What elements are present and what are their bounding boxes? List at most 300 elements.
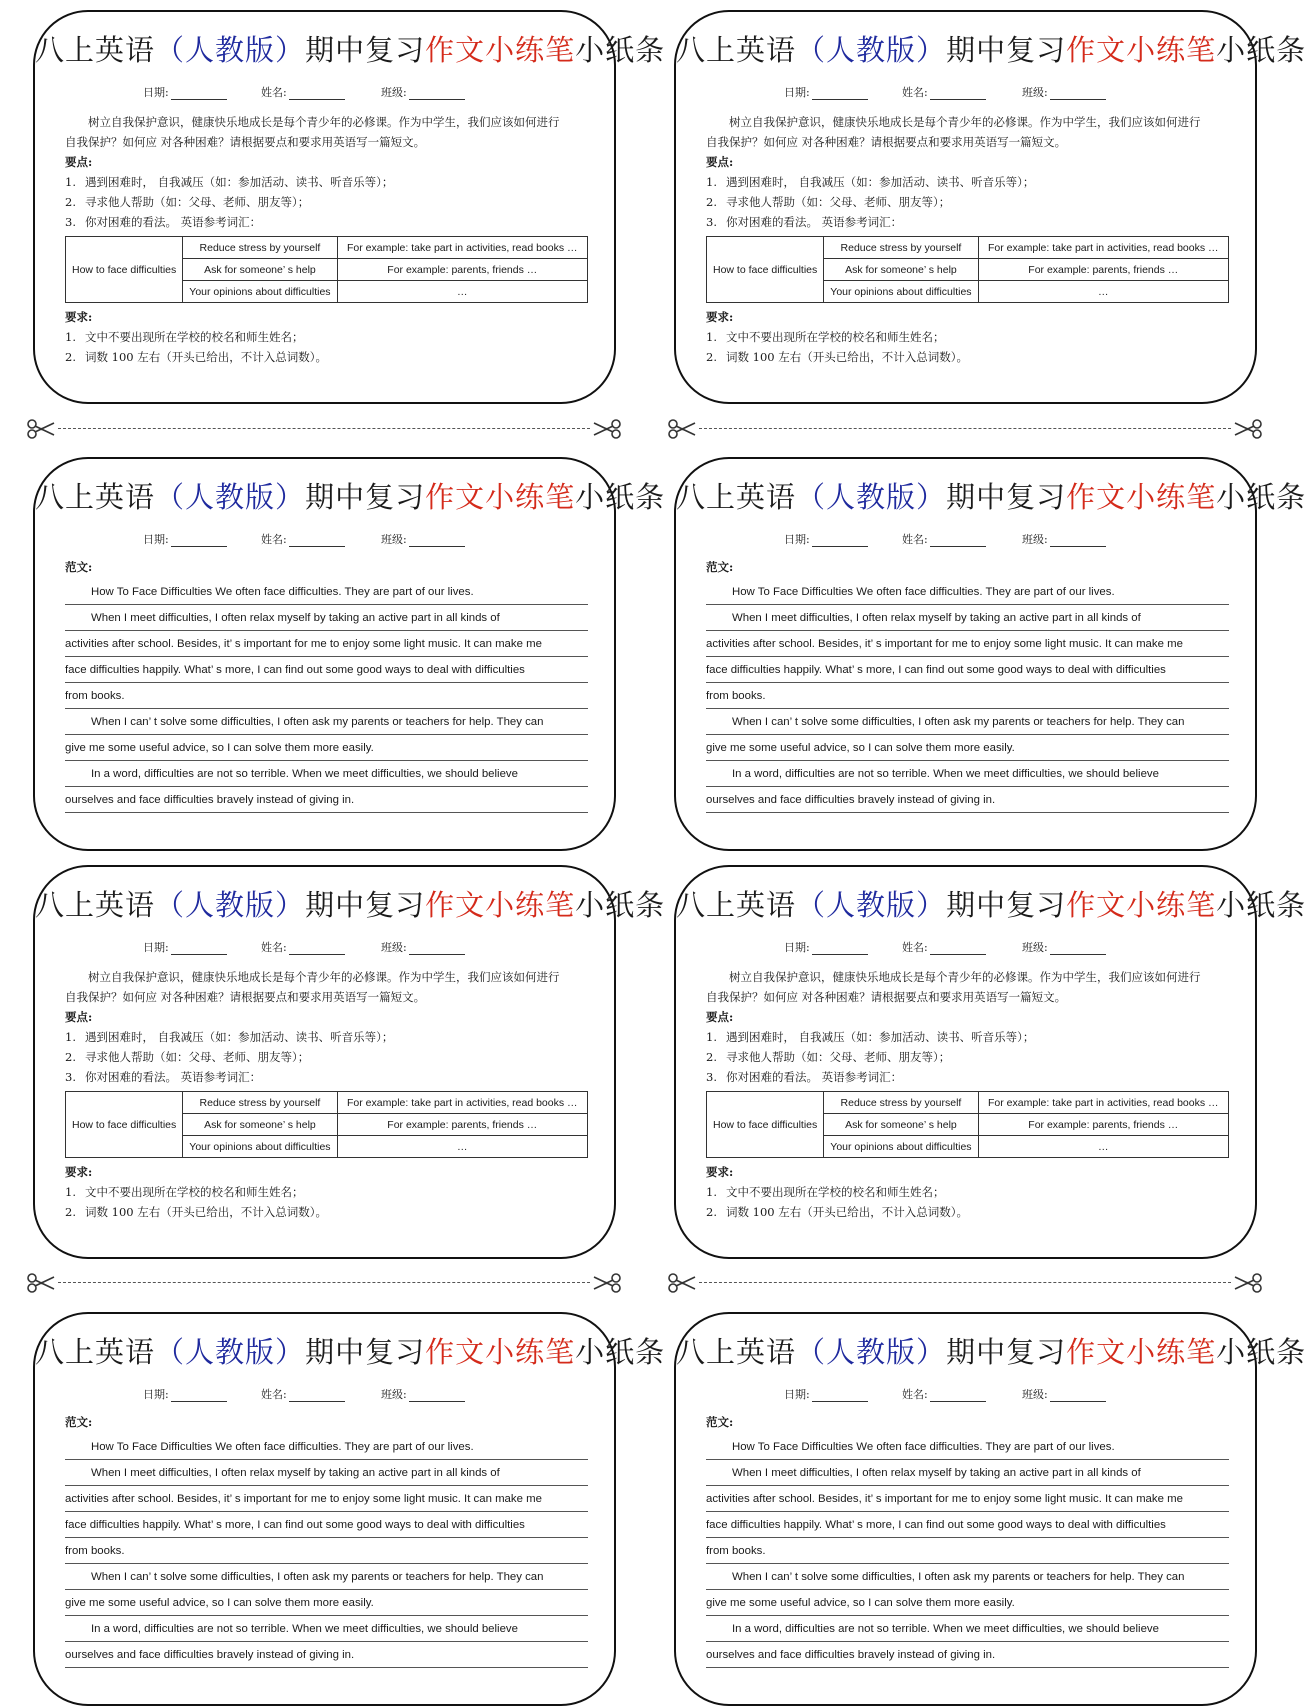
point-text: 你对困难的看法。 英语参考词汇： xyxy=(85,215,262,229)
point-text: 遇到困难时， 自我减压（如：参加活动、读书、听音乐等）； xyxy=(85,1030,394,1044)
title-part1: 八上英语 xyxy=(676,480,797,514)
title-part2: 期中复习 xyxy=(305,1335,426,1369)
cut-line-dash xyxy=(699,1282,1231,1283)
card-title xyxy=(676,887,1306,923)
class-label: 班级: xyxy=(381,1388,407,1401)
card-title xyxy=(676,32,1306,68)
date-label: 日期: xyxy=(784,86,810,99)
table-example-cell: For example: parents, friends … xyxy=(337,259,587,281)
title-part2: 期中复习 xyxy=(305,33,426,67)
info-row xyxy=(676,939,1255,959)
name-label: 姓名: xyxy=(261,941,287,954)
essay-line: In a word, difficulties are not so terrible. When we meet difficulties, we should believe xyxy=(65,763,588,787)
table-topic-cell: How to face difficulties xyxy=(66,1092,183,1158)
table-item-cell: Your opinions about difficulties xyxy=(183,281,337,303)
scissors-icon xyxy=(592,1272,622,1294)
title-part2: 期中复习 xyxy=(946,33,1067,67)
prompt-intro-line2: 自我保护？如何应 对各种困难？请根据要点和要求用英语写一篇短文。 xyxy=(65,990,426,1004)
table-example-cell: For example: parents, friends … xyxy=(978,1114,1228,1136)
requirement-text: 文中不要出现所在学校的校名和师生姓名； xyxy=(726,330,945,344)
point-item xyxy=(706,1027,1229,1047)
essay-line: When I can’ t solve some difficulties, I often ask my parents or teachers for help. They can xyxy=(65,1566,588,1590)
requirement-text: 文中不要出现所在学校的校名和师生姓名； xyxy=(85,330,304,344)
date-field xyxy=(784,84,868,100)
table-item-cell: Your opinions about difficulties xyxy=(824,1136,978,1158)
table-example-cell: For example: take part in activities, read books … xyxy=(337,1092,587,1114)
essay-line: activities after school. Besides, it’ s important for me to enjoy some light music. It can make me xyxy=(65,1488,588,1512)
scissors-icon xyxy=(26,418,56,440)
essay-line: give me some useful advice, so I can solve them more easily. xyxy=(65,737,588,761)
title-part3: 小纸条 xyxy=(575,1335,666,1369)
info-row xyxy=(35,939,614,959)
name-label: 姓名: xyxy=(261,533,287,546)
point-text: 遇到困难时， 自我减压（如：参加活动、读书、听音乐等）； xyxy=(85,175,394,189)
essay-line: How To Face Difficulties We often face difficulties. They are part of our lives. xyxy=(65,581,588,605)
requirement-text: 词数 100 左右（开头已给出，不计入总词数）。 xyxy=(85,350,328,364)
point-num: 1. xyxy=(706,175,717,189)
points-label: 要点: xyxy=(65,155,93,169)
vocabulary-table xyxy=(706,236,1229,303)
title-part1: 八上英语 xyxy=(676,33,797,67)
date-blank[interactable] xyxy=(812,1389,868,1402)
vocabulary-table xyxy=(65,236,588,303)
date-field xyxy=(143,939,227,955)
title-edition: 人教版 xyxy=(826,1335,917,1369)
date-blank[interactable] xyxy=(171,87,227,100)
requirement-text: 文中不要出现所在学校的校名和师生姓名； xyxy=(726,1185,945,1199)
card-title xyxy=(35,1334,666,1370)
point-item xyxy=(65,212,588,232)
title-edition: 人教版 xyxy=(185,888,276,922)
table-example-cell: … xyxy=(978,1136,1228,1158)
class-blank[interactable] xyxy=(409,87,465,100)
requirement-num: 1. xyxy=(65,1185,76,1199)
table-item-cell: Your opinions about difficulties xyxy=(183,1136,337,1158)
date-blank[interactable] xyxy=(812,534,868,547)
essay-line: face difficulties happily. What’ s more, I can find out some good ways to deal with difficulties xyxy=(706,1514,1229,1538)
class-field xyxy=(381,1386,465,1402)
requirement-num: 1. xyxy=(65,330,76,344)
table-topic-cell: How to face difficulties xyxy=(66,237,183,303)
point-text: 遇到困难时， 自我减压（如：参加活动、读书、听音乐等）； xyxy=(726,1030,1035,1044)
point-text: 寻求他人帮助（如：父母、老师、朋友等）； xyxy=(85,195,310,209)
info-row xyxy=(676,1386,1255,1406)
requirements-label: 要求: xyxy=(706,1165,734,1179)
title-paren-close: ） xyxy=(916,888,947,922)
class-label: 班级: xyxy=(381,86,407,99)
point-text: 你对困难的看法。 英语参考词汇： xyxy=(726,215,903,229)
title-paren-open: （ xyxy=(796,888,827,922)
title-paren-open: （ xyxy=(155,888,186,922)
card-title xyxy=(676,1334,1306,1370)
title-paren-open: （ xyxy=(796,1335,827,1369)
requirement-text: 词数 100 左右（开头已给出，不计入总词数）。 xyxy=(726,350,969,364)
info-row xyxy=(35,531,614,551)
essay-line: give me some useful advice, so I can solve them more easily. xyxy=(706,1592,1229,1616)
date-blank[interactable] xyxy=(812,942,868,955)
title-edition: 人教版 xyxy=(826,33,917,67)
title-paren-close: ） xyxy=(916,480,947,514)
name-blank[interactable] xyxy=(289,1389,345,1402)
name-field xyxy=(902,84,986,100)
class-label: 班级: xyxy=(381,533,407,546)
class-blank[interactable] xyxy=(1050,87,1106,100)
title-paren-open: （ xyxy=(155,33,186,67)
class-field xyxy=(1022,939,1106,955)
essay-line: When I meet difficulties, I often relax myself by taking an active part in all kinds of xyxy=(65,1462,588,1486)
title-red: 作文小练笔 xyxy=(1066,480,1217,514)
name-label: 姓名: xyxy=(261,86,287,99)
date-field xyxy=(143,84,227,100)
vocabulary-table xyxy=(706,1091,1229,1158)
cut-line xyxy=(665,418,1265,440)
class-field xyxy=(381,531,465,547)
title-part3: 小纸条 xyxy=(1216,480,1306,514)
title-part1: 八上英语 xyxy=(35,480,156,514)
date-blank[interactable] xyxy=(171,942,227,955)
title-paren-close: ） xyxy=(275,33,306,67)
essay-line: from books. xyxy=(65,685,588,709)
requirement-item xyxy=(706,347,1229,367)
scissors-icon xyxy=(26,1272,56,1294)
point-item xyxy=(706,1047,1229,1067)
prompt-intro-line1: 树立自我保护意识，健康快乐地成长是每个青少年的必修课。作为中学生，我们应该如何进行 xyxy=(729,115,1201,129)
point-num: 1. xyxy=(65,175,76,189)
essay-label: 范文: xyxy=(65,1415,93,1429)
table-example-cell: … xyxy=(337,281,587,303)
requirement-num: 1. xyxy=(706,330,717,344)
class-label: 班级: xyxy=(1022,1388,1048,1401)
name-field xyxy=(261,84,345,100)
name-field xyxy=(902,531,986,547)
date-field xyxy=(784,1386,868,1402)
prompt-body xyxy=(65,967,588,1222)
date-label: 日期: xyxy=(784,533,810,546)
prompt-body xyxy=(65,112,588,367)
date-label: 日期: xyxy=(784,1388,810,1401)
name-blank[interactable] xyxy=(930,534,986,547)
point-item xyxy=(706,212,1229,232)
essay-line: from books. xyxy=(706,1540,1229,1564)
essay-line: In a word, difficulties are not so terrible. When we meet difficulties, we should believe xyxy=(706,763,1229,787)
title-red: 作文小练笔 xyxy=(1066,33,1217,67)
table-example-cell: … xyxy=(978,281,1228,303)
name-label: 姓名: xyxy=(902,941,928,954)
requirement-num: 2. xyxy=(706,1205,717,1219)
requirement-text: 文中不要出现所在学校的校名和师生姓名； xyxy=(85,1185,304,1199)
point-item xyxy=(706,172,1229,192)
points-label: 要点: xyxy=(706,155,734,169)
cut-line-dash xyxy=(58,1282,590,1283)
prompt-intro-line2: 自我保护？如何应 对各种困难？请根据要点和要求用英语写一篇短文。 xyxy=(706,135,1067,149)
table-item-cell: Reduce stress by yourself xyxy=(824,1092,978,1114)
essay-card-2 xyxy=(674,457,1306,851)
point-text: 寻求他人帮助（如：父母、老师、朋友等）； xyxy=(85,1050,310,1064)
info-row xyxy=(35,84,614,104)
title-paren-close: ） xyxy=(275,888,306,922)
point-num: 3. xyxy=(65,1070,76,1084)
cut-line-dash xyxy=(699,428,1231,429)
name-field xyxy=(902,939,986,955)
requirements-label: 要求: xyxy=(706,310,734,324)
name-label: 姓名: xyxy=(902,86,928,99)
card-title xyxy=(35,887,666,923)
cut-line xyxy=(24,1272,624,1294)
cut-line-dash xyxy=(58,428,590,429)
essay-label: 范文: xyxy=(706,1415,734,1429)
class-blank[interactable] xyxy=(409,942,465,955)
title-part2: 期中复习 xyxy=(305,480,426,514)
vocabulary-table xyxy=(65,1091,588,1158)
title-red: 作文小练笔 xyxy=(425,33,576,67)
title-edition: 人教版 xyxy=(185,33,276,67)
class-label: 班级: xyxy=(1022,533,1048,546)
table-example-cell: For example: parents, friends … xyxy=(337,1114,587,1136)
title-paren-open: （ xyxy=(796,480,827,514)
scissors-icon xyxy=(667,418,697,440)
name-blank[interactable] xyxy=(289,942,345,955)
prompt-card-4 xyxy=(674,865,1306,1259)
title-part1: 八上英语 xyxy=(35,33,156,67)
requirement-item xyxy=(65,347,588,367)
point-item xyxy=(65,1027,588,1047)
essay-line: give me some useful advice, so I can solve them more easily. xyxy=(65,1592,588,1616)
title-part3: 小纸条 xyxy=(1216,33,1306,67)
prompt-intro-line1: 树立自我保护意识，健康快乐地成长是每个青少年的必修课。作为中学生，我们应该如何进行 xyxy=(88,970,560,984)
title-paren-close: ） xyxy=(916,33,947,67)
name-field xyxy=(902,1386,986,1402)
point-num: 3. xyxy=(706,215,717,229)
point-text: 你对困难的看法。 英语参考词汇： xyxy=(85,1070,262,1084)
name-blank[interactable] xyxy=(289,87,345,100)
date-blank[interactable] xyxy=(171,534,227,547)
name-label: 姓名: xyxy=(902,533,928,546)
table-item-cell: Reduce stress by yourself xyxy=(183,237,337,259)
essay-body xyxy=(706,559,1229,815)
title-part3: 小纸条 xyxy=(575,33,666,67)
title-part1: 八上英语 xyxy=(35,1335,156,1369)
title-part2: 期中复习 xyxy=(946,480,1067,514)
date-label: 日期: xyxy=(143,1388,169,1401)
point-item xyxy=(65,172,588,192)
class-field xyxy=(1022,1386,1106,1402)
requirement-item xyxy=(65,1182,588,1202)
requirement-text: 词数 100 左右（开头已给出，不计入总词数）。 xyxy=(726,1205,969,1219)
title-part2: 期中复习 xyxy=(946,888,1067,922)
requirement-item xyxy=(65,1202,588,1222)
name-field xyxy=(261,1386,345,1402)
name-label: 姓名: xyxy=(902,1388,928,1401)
essay-line: How To Face Difficulties We often face difficulties. They are part of our lives. xyxy=(65,1436,588,1460)
date-label: 日期: xyxy=(143,533,169,546)
date-blank[interactable] xyxy=(812,87,868,100)
table-topic-cell: How to face difficulties xyxy=(707,1092,824,1158)
essay-line: In a word, difficulties are not so terrible. When we meet difficulties, we should believe xyxy=(65,1618,588,1642)
name-blank[interactable] xyxy=(930,942,986,955)
points-label: 要点: xyxy=(65,1010,93,1024)
title-paren-open: （ xyxy=(155,480,186,514)
cut-line xyxy=(24,418,624,440)
table-item-cell: Reduce stress by yourself xyxy=(824,237,978,259)
title-edition: 人教版 xyxy=(185,480,276,514)
essay-body xyxy=(706,1414,1229,1670)
essay-line: When I meet difficulties, I often relax myself by taking an active part in all kinds of xyxy=(706,1462,1229,1486)
title-paren-close: ） xyxy=(916,1335,947,1369)
essay-line: In a word, difficulties are not so terrible. When we meet difficulties, we should believe xyxy=(706,1618,1229,1642)
essay-line: When I meet difficulties, I often relax myself by taking an active part in all kinds of xyxy=(65,607,588,631)
essay-line: ourselves and face difficulties bravely instead of giving in. xyxy=(706,789,1229,813)
class-label: 班级: xyxy=(1022,86,1048,99)
title-part1: 八上英语 xyxy=(35,888,156,922)
point-text: 寻求他人帮助（如：父母、老师、朋友等）； xyxy=(726,195,951,209)
info-row xyxy=(676,84,1255,104)
prompt-intro-line1: 树立自我保护意识，健康快乐地成长是每个青少年的必修课。作为中学生，我们应该如何进行 xyxy=(88,115,560,129)
date-label: 日期: xyxy=(784,941,810,954)
essay-card-1 xyxy=(33,457,666,851)
class-blank[interactable] xyxy=(1050,1389,1106,1402)
requirement-num: 2. xyxy=(65,350,76,364)
requirement-item xyxy=(65,327,588,347)
table-item-cell: Reduce stress by yourself xyxy=(183,1092,337,1114)
requirement-num: 1. xyxy=(706,1185,717,1199)
table-example-cell: For example: take part in activities, read books … xyxy=(978,237,1228,259)
class-blank[interactable] xyxy=(1050,534,1106,547)
title-part3: 小纸条 xyxy=(575,480,666,514)
prompt-card-1 xyxy=(33,10,666,404)
prompt-intro-line1: 树立自我保护意识，健康快乐地成长是每个青少年的必修课。作为中学生，我们应该如何进行 xyxy=(729,970,1201,984)
class-blank[interactable] xyxy=(409,1389,465,1402)
title-red: 作文小练笔 xyxy=(425,888,576,922)
title-part1: 八上英语 xyxy=(676,888,797,922)
class-blank[interactable] xyxy=(409,534,465,547)
prompt-intro-line2: 自我保护？如何应 对各种困难？请根据要点和要求用英语写一篇短文。 xyxy=(65,135,426,149)
point-num: 2. xyxy=(706,195,717,209)
card-title xyxy=(676,479,1306,515)
prompt-body xyxy=(706,967,1229,1222)
card-title xyxy=(35,32,666,68)
essay-line: When I can’ t solve some difficulties, I often ask my parents or teachers for help. They can xyxy=(65,711,588,735)
title-part1: 八上英语 xyxy=(676,1335,797,1369)
date-blank[interactable] xyxy=(171,1389,227,1402)
title-edition: 人教版 xyxy=(185,1335,276,1369)
class-blank[interactable] xyxy=(1050,942,1106,955)
title-edition: 人教版 xyxy=(826,480,917,514)
essay-line: activities after school. Besides, it’ s important for me to enjoy some light music. It can make me xyxy=(706,1488,1229,1512)
table-topic-cell: How to face difficulties xyxy=(707,237,824,303)
title-part3: 小纸条 xyxy=(575,888,666,922)
essay-card-3 xyxy=(33,1312,666,1706)
prompt-card-2 xyxy=(674,10,1306,404)
name-blank[interactable] xyxy=(289,534,345,547)
point-num: 2. xyxy=(706,1050,717,1064)
title-red: 作文小练笔 xyxy=(425,1335,576,1369)
point-text: 遇到困难时， 自我减压（如：参加活动、读书、听音乐等）； xyxy=(726,175,1035,189)
essay-card-4 xyxy=(674,1312,1306,1706)
scissors-icon xyxy=(1233,418,1263,440)
point-item xyxy=(65,1067,588,1087)
essay-line: ourselves and face difficulties bravely instead of giving in. xyxy=(65,789,588,813)
essay-line: How To Face Difficulties We often face difficulties. They are part of our lives. xyxy=(706,1436,1229,1460)
date-label: 日期: xyxy=(143,941,169,954)
class-field xyxy=(1022,84,1106,100)
point-item xyxy=(65,192,588,212)
table-example-cell: For example: take part in activities, read books … xyxy=(978,1092,1228,1114)
cut-line xyxy=(665,1272,1265,1294)
info-row xyxy=(35,1386,614,1406)
title-paren-open: （ xyxy=(796,33,827,67)
requirement-text: 词数 100 左右（开头已给出，不计入总词数）。 xyxy=(85,1205,328,1219)
table-item-cell: Ask for someone’ s help xyxy=(824,259,978,281)
scissors-icon xyxy=(592,418,622,440)
essay-line: give me some useful advice, so I can solve them more easily. xyxy=(706,737,1229,761)
point-text: 你对困难的看法。 英语参考词汇： xyxy=(726,1070,903,1084)
title-edition: 人教版 xyxy=(826,888,917,922)
date-field xyxy=(784,531,868,547)
scissors-icon xyxy=(667,1272,697,1294)
point-item xyxy=(706,192,1229,212)
table-example-cell: For example: take part in activities, read books … xyxy=(337,237,587,259)
requirement-item xyxy=(706,1182,1229,1202)
title-part3: 小纸条 xyxy=(1216,888,1306,922)
date-field xyxy=(143,531,227,547)
point-text: 寻求他人帮助（如：父母、老师、朋友等）； xyxy=(726,1050,951,1064)
name-field xyxy=(261,531,345,547)
point-num: 3. xyxy=(706,1070,717,1084)
prompt-intro-line2: 自我保护？如何应 对各种困难？请根据要点和要求用英语写一篇短文。 xyxy=(706,990,1067,1004)
essay-body xyxy=(65,559,588,815)
requirements-label: 要求: xyxy=(65,1165,93,1179)
class-field xyxy=(381,84,465,100)
class-label: 班级: xyxy=(381,941,407,954)
essay-line: When I can’ t solve some difficulties, I often ask my parents or teachers for help. They can xyxy=(706,711,1229,735)
essay-line: activities after school. Besides, it’ s important for me to enjoy some light music. It can make me xyxy=(706,633,1229,657)
point-num: 1. xyxy=(65,1030,76,1044)
essay-line: How To Face Difficulties We often face difficulties. They are part of our lives. xyxy=(706,581,1229,605)
class-field xyxy=(381,939,465,955)
point-item xyxy=(706,1067,1229,1087)
table-item-cell: Your opinions about difficulties xyxy=(824,281,978,303)
title-part2: 期中复习 xyxy=(946,1335,1067,1369)
info-row xyxy=(676,531,1255,551)
name-blank[interactable] xyxy=(930,1389,986,1402)
class-field xyxy=(1022,531,1106,547)
requirement-item xyxy=(706,1202,1229,1222)
title-paren-close: ） xyxy=(275,1335,306,1369)
essay-line: ourselves and face difficulties bravely instead of giving in. xyxy=(706,1644,1229,1668)
point-num: 1. xyxy=(706,1030,717,1044)
class-label: 班级: xyxy=(1022,941,1048,954)
table-example-cell: For example: parents, friends … xyxy=(978,259,1228,281)
title-part3: 小纸条 xyxy=(1216,1335,1306,1369)
name-label: 姓名: xyxy=(261,1388,287,1401)
title-paren-close: ） xyxy=(275,480,306,514)
prompt-body xyxy=(706,112,1229,367)
table-item-cell: Ask for someone’ s help xyxy=(183,1114,337,1136)
point-num: 2. xyxy=(65,1050,76,1064)
essay-line: activities after school. Besides, it’ s important for me to enjoy some light music. It can make me xyxy=(65,633,588,657)
date-field xyxy=(784,939,868,955)
name-field xyxy=(261,939,345,955)
name-blank[interactable] xyxy=(930,87,986,100)
essay-line: face difficulties happily. What’ s more, I can find out some good ways to deal with difficulties xyxy=(65,659,588,683)
essay-label: 范文: xyxy=(706,560,734,574)
title-red: 作文小练笔 xyxy=(1066,888,1217,922)
point-num: 2. xyxy=(65,195,76,209)
prompt-card-3 xyxy=(33,865,666,1259)
essay-body xyxy=(65,1414,588,1670)
essay-label: 范文: xyxy=(65,560,93,574)
essay-line: When I meet difficulties, I often relax myself by taking an active part in all kinds of xyxy=(706,607,1229,631)
